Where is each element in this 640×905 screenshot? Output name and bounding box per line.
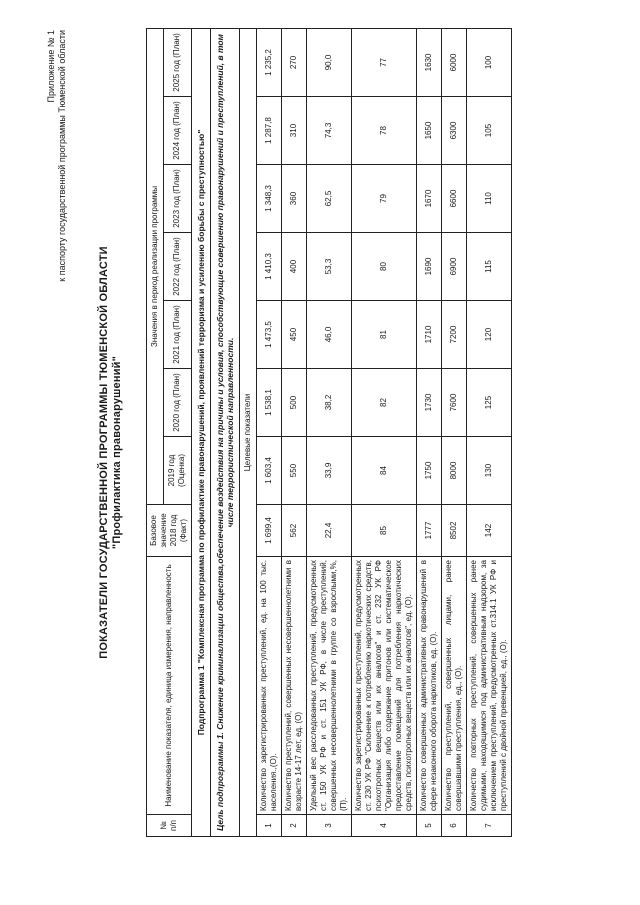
table-row — [417, 28, 442, 836]
col-period-header: Значения в период реализации программы — [147, 28, 164, 504]
year-value: 6900 — [442, 233, 467, 301]
table-row — [257, 28, 282, 836]
row-number: 5 — [417, 815, 442, 837]
indicator-name: Количество зарегистрированных преступлений, предусмотренных ст. 230 УК РФ "Склонение к потреблению наркотических средств, психотропных веществ или их аналогов" и ст. 232 УК РФ "Организация либо содержание притонов или систематическое предоставление помещений для потребления наркотических средств, психотропных веществ или их аналогов", ед. (О). — [352, 557, 417, 815]
year-header: 2023 год (План) — [163, 165, 191, 233]
year-value: 82 — [352, 369, 417, 437]
table-row — [442, 28, 467, 836]
year-value: 1 410,3 — [257, 233, 282, 301]
col-number-header: № п/п — [147, 815, 192, 837]
year-value: 450 — [282, 301, 307, 369]
row-number: 3 — [307, 815, 352, 837]
year-value: 7200 — [442, 301, 467, 369]
year-value: 360 — [282, 165, 307, 233]
year-value: 1 473,5 — [257, 301, 282, 369]
col-base-header: Базовое значение 2018 год (Факт) — [147, 505, 192, 557]
header-row-1 — [147, 28, 164, 836]
row-number: 1 — [257, 815, 282, 837]
year-value: 270 — [282, 28, 307, 96]
title-line-2: "Профилактика правонарушений" — [111, 355, 123, 550]
year-value: 62,5 — [307, 165, 352, 233]
row-number: 7 — [467, 815, 512, 837]
year-value: 81 — [352, 301, 417, 369]
indicator-name: Количество преступлений, совершенных несовершеннолетними в возрасте 14-17 лет, ед. (О) — [282, 557, 307, 815]
base-value: 1777 — [417, 505, 442, 557]
appendix-subtitle: к паспорту государственной программы Тюменской области — [57, 30, 67, 282]
year-header: 2021 год (План) — [163, 301, 191, 369]
year-value: 46,0 — [307, 301, 352, 369]
row-number: 2 — [282, 815, 307, 837]
year-value: 1 603,4 — [257, 437, 282, 505]
col-name-header: Наименование показателя, единица измерения, направленность — [147, 557, 192, 815]
subprogram-row — [192, 28, 211, 836]
table-row — [307, 28, 352, 836]
year-value: 1710 — [417, 301, 442, 369]
year-value: 84 — [352, 437, 417, 505]
appendix-header — [46, 30, 68, 450]
base-value: 22,4 — [307, 505, 352, 557]
indicator-name: Количество зарегистрированных преступлений, ед. на 100 тыс. населения.,(О). — [257, 557, 282, 815]
year-value: 1630 — [417, 28, 442, 96]
year-value: 100 — [467, 28, 512, 96]
year-value: 53,3 — [307, 233, 352, 301]
year-value: 6000 — [442, 28, 467, 96]
year-header: 2025 год (План) — [163, 28, 191, 96]
year-value: 77 — [352, 28, 417, 96]
document-title — [98, 0, 124, 905]
year-value: 310 — [282, 97, 307, 165]
year-value: 78 — [352, 97, 417, 165]
year-value: 1 348,3 — [257, 165, 282, 233]
year-value: 1 287,8 — [257, 97, 282, 165]
indicator-name: Количество повторных преступлений, совершенных ранее судимыми, находящимися под административным надзором, за исключением преступлений, предусмотренных ст.314.1 УК РФ и преступлений с двойной превенцией, ед., (О). — [467, 557, 512, 815]
target-indicators-label: Целевые показатели — [240, 28, 257, 836]
year-value: 6300 — [442, 97, 467, 165]
year-value: 110 — [467, 165, 512, 233]
year-value: 1 235,2 — [257, 28, 282, 96]
year-value: 1670 — [417, 165, 442, 233]
year-header: 2020 год (План) — [163, 369, 191, 437]
table-row — [352, 28, 417, 836]
base-value: 1 699,4 — [257, 505, 282, 557]
subprogram-title: Подпрограмма 1 "Комплексная программа по профилактике правонарушений, проявлений терроризма и усилению борьбы с преступностью" — [192, 28, 211, 836]
year-value: 120 — [467, 301, 512, 369]
year-value: 80 — [352, 233, 417, 301]
year-value: 1730 — [417, 369, 442, 437]
subprogram-goal: Цель подпрограммы 1. Снижение криминализации общества,обеспечение воздействия на причины и условия, способствующие совершению правонарушений и преступлений, в том числе террористической направленности. — [211, 28, 240, 836]
year-value: 8000 — [442, 437, 467, 505]
year-value: 6600 — [442, 165, 467, 233]
year-value: 38,2 — [307, 369, 352, 437]
target-label-row — [240, 28, 257, 836]
base-value: 142 — [467, 505, 512, 557]
base-value: 85 — [352, 505, 417, 557]
year-value: 130 — [467, 437, 512, 505]
year-value: 125 — [467, 369, 512, 437]
year-value: 1690 — [417, 233, 442, 301]
title-line-1: ПОКАЗАТЕЛИ ГОСУДАРСТВЕННОЙ ПРОГРАММЫ ТЮМЕНСКОЙ ОБЛАСТИ — [98, 246, 110, 659]
row-number: 4 — [352, 815, 417, 837]
base-value: 562 — [282, 505, 307, 557]
year-value: 90,0 — [307, 28, 352, 96]
year-header: 2022 год (План) — [163, 233, 191, 301]
indicator-name: Количество преступлений, совершенных лицами, ранее совершавшими преступления, ед., (О). — [442, 557, 467, 815]
year-header: 2019 год (Оценка) — [163, 437, 191, 505]
year-value: 33,9 — [307, 437, 352, 505]
year-value: 74,3 — [307, 97, 352, 165]
indicators-table — [146, 28, 512, 837]
year-value: 79 — [352, 165, 417, 233]
row-number: 6 — [442, 815, 467, 837]
year-value: 1 538,1 — [257, 369, 282, 437]
year-header: 2024 год (План) — [163, 97, 191, 165]
year-value: 115 — [467, 233, 512, 301]
indicator-name: Количество совершенных административных правонарушений в сфере незаконного оборота наркотиков, ед. (О). — [417, 557, 442, 815]
year-value: 1650 — [417, 97, 442, 165]
table-row — [282, 28, 307, 836]
year-value: 550 — [282, 437, 307, 505]
year-value: 400 — [282, 233, 307, 301]
indicator-name: Удельный вес расследованных преступлений, предусмотренных ст. 150 УК РФ и ст. 151 УК РФ, в числе преступлений, совершенных несовершеннолетними в группе со взрослыми,%, (П). — [307, 557, 352, 815]
year-value: 7600 — [442, 369, 467, 437]
appendix-number: Приложение № 1 — [46, 30, 56, 103]
table-row — [467, 28, 512, 836]
goal-row — [211, 28, 240, 836]
year-value: 1750 — [417, 437, 442, 505]
year-value: 500 — [282, 369, 307, 437]
base-value: 8502 — [442, 505, 467, 557]
year-value: 105 — [467, 97, 512, 165]
